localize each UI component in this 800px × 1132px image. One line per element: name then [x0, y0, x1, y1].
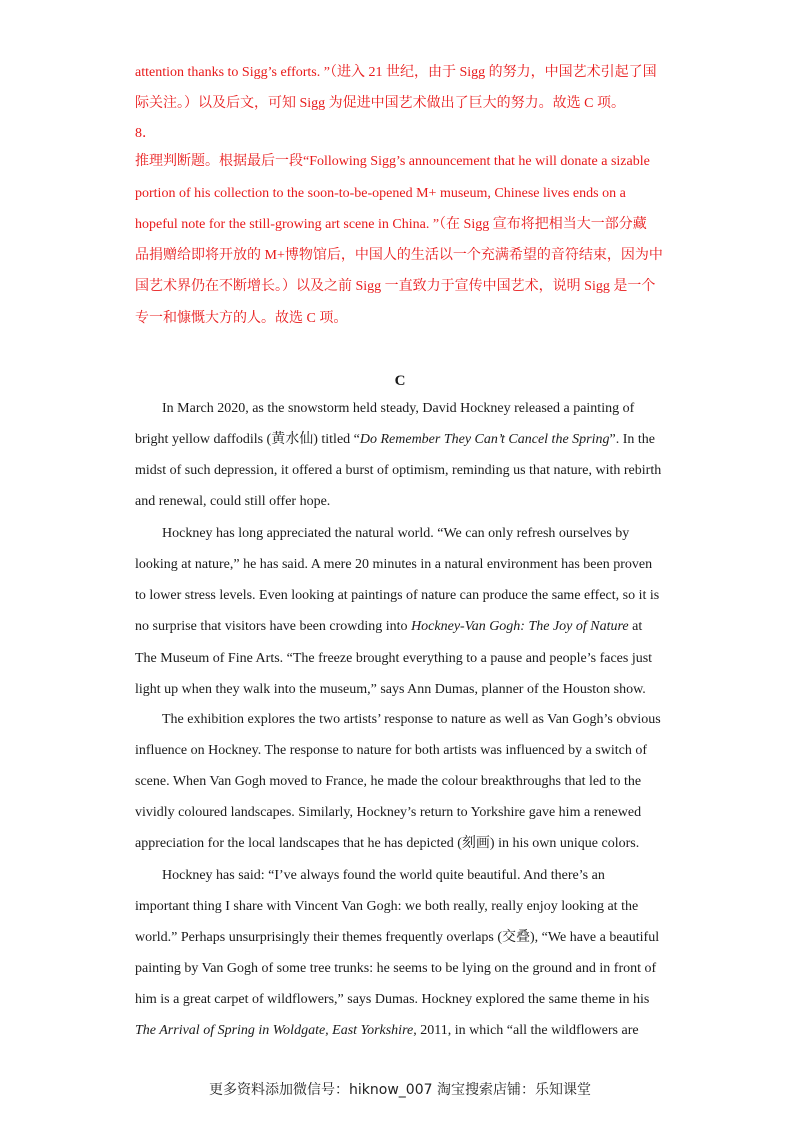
p3-line-3: scene. When Van Gogh moved to France, he made the colour breakthroughs that led to the [135, 774, 642, 789]
p2-line-4-text-a: no surprise that visitors have been crowding into [135, 619, 412, 634]
p1-line-3: midst of such depression, it offered a burst of optimism, reminding us that nature, with rebirth [135, 463, 662, 478]
p3-line-5: appreciation for the local landscapes that he has depicted (刻画) in his own unique colors. [135, 836, 640, 851]
question-number: 8． [135, 126, 156, 141]
painting-title-woldgate: The Arrival of Spring in Woldgate, East Yorkshire [135, 1023, 414, 1038]
passage-title: C [394, 373, 406, 389]
p4-line-3: world.” Perhaps unsurprisingly their themes frequently overlaps (交叠), “We have a beautiful [135, 930, 660, 945]
p2-line-1: Hockney has long appreciated the natural world. “We can only refresh ourselves by [162, 526, 630, 541]
answer-line-8: 专一和慷慨大方的人。故选 C 项。 [135, 311, 348, 326]
p1-line-4: and renewal, could still offer hope. [135, 494, 331, 509]
p1-line-2 [135, 430, 655, 450]
p3-line-2: influence on Hockney. The response to nature for both artists was influenced by a switch of [135, 743, 648, 758]
exhibition-title: Hockney-Van Gogh: The Joy of Nature [411, 619, 629, 634]
p1-line-1: In March 2020, as the snowstorm held steady, David Hockney released a painting of [162, 401, 635, 416]
answer-line-4: portion of his collection to the soon-to-be-opened M+ museum, Chinese lives ends on a [135, 186, 626, 201]
answer-line-3: 推理判断题。根据最后一段“Following Sigg’s announcement that he will donate a sizable [135, 154, 650, 169]
p4-line-6 [135, 1021, 639, 1041]
p3-line-4: vividly coloured landscapes. Similarly, Hockney’s return to Yorkshire gave him a renewed [135, 805, 642, 820]
p2-line-4 [135, 617, 642, 637]
page-footer: 更多资料添加微信号：hiknow_007 淘宝搜索店铺：乐知课堂 [209, 1082, 591, 1098]
answer-line-2: 际关注。）以及后文，可知 Sigg 为促进中国艺术做出了巨大的努力。故选 C 项。 [135, 96, 626, 111]
p4-line-4: painting by Van Gogh of some tree trunks: he seems to be lying on the ground and in front of [135, 961, 657, 976]
p2-line-2: looking at nature,” he has said. A mere 20 minutes in a natural environment has been proven [135, 557, 653, 572]
p1-line-2-text-b: ”. In the [609, 432, 655, 447]
answer-line-1: attention thanks to Sigg’s efforts. ”（进入 21 世纪，由于 Sigg 的努力，中国艺术引起了国 [135, 65, 657, 80]
answer-line-5: hopeful note for the still-growing art scene in China. ”（在 Sigg 宣布将把相当大一部分藏 [135, 217, 647, 232]
p4-line-1: Hockney has said: “I’ve always found the world quite beautiful. And there’s an [162, 868, 605, 883]
answer-line-6: 品捐赠给即将开放的 M+博物馆后，中国人的生活以一个充满希望的音符结束，因为中 [135, 248, 663, 263]
p2-line-3: to lower stress levels. Even looking at paintings of nature can produce the same effect, so it is [135, 588, 660, 603]
p3-line-1: The exhibition explores the two artists’ response to nature as well as Van Gogh’s obvious [162, 712, 661, 727]
p2-line-5: The Museum of Fine Arts. “The freeze brought everything to a pause and people’s faces just [135, 651, 653, 666]
p2-line-4-text-b: at [628, 619, 643, 634]
p4-line-6-text-b: , 2011, in which “all the wildflowers are [413, 1023, 639, 1038]
p4-line-5: him is a great carpet of wildflowers,” says Dumas. Hockney explored the same theme in his [135, 992, 650, 1007]
p4-line-2: important thing I share with Vincent Van Gogh: we both really, really enjoy looking at the [135, 899, 639, 914]
p1-line-2-text-a: bright yellow daffodils (黄水仙) titled “ [135, 432, 360, 447]
p2-line-6: light up when they walk into the museum,” says Ann Dumas, planner of the Houston show. [135, 682, 646, 697]
answer-line-7: 国艺术界仍在不断增长。）以及之前 Sigg 一直致力于宣传中国艺术，说明 Sigg 是一个 [135, 279, 656, 294]
painting-title-spring: Do Remember They Can’t Cancel the Spring [359, 432, 610, 447]
